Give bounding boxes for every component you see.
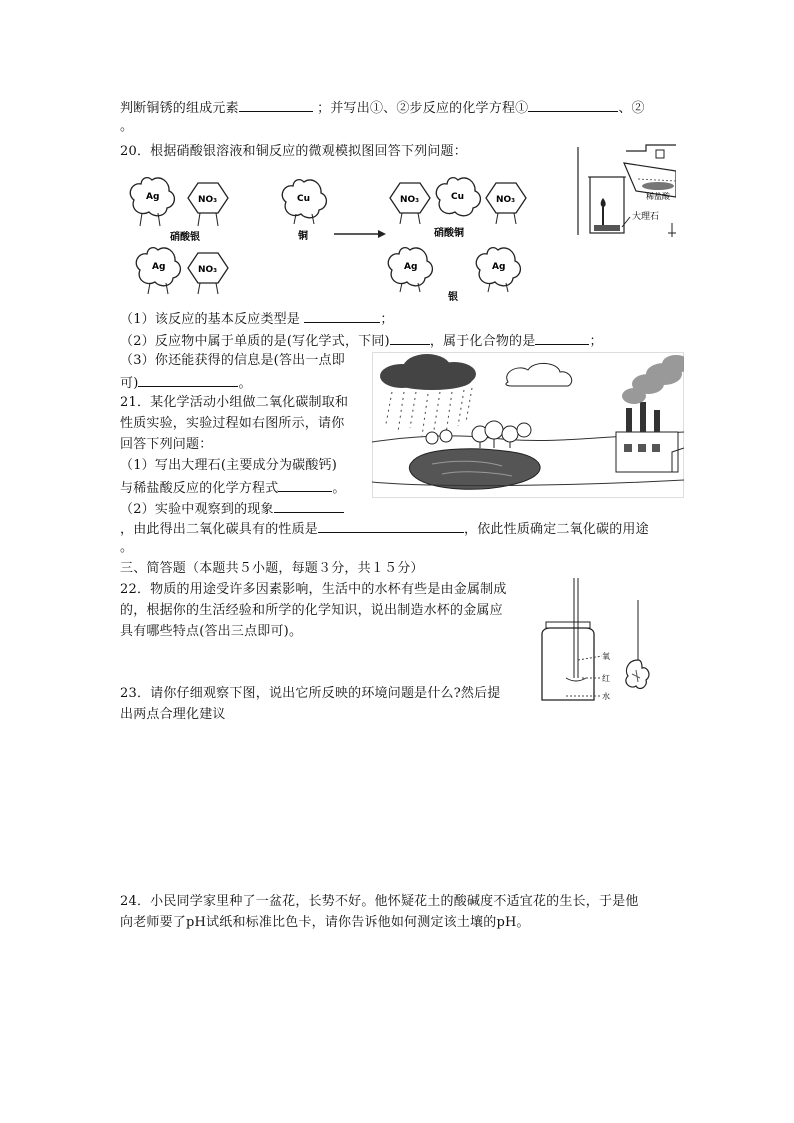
- question-20: [120, 142, 467, 162]
- text: 可): [120, 376, 139, 391]
- text: 23．请你仔细观察下图，说出它所反映的环境问题是什么?然后提: [120, 686, 501, 701]
- question-21-1b: [120, 477, 346, 499]
- text: 出两点合理化建议: [120, 707, 226, 722]
- text: （1）写出大理石(主要成分为碳酸钙): [120, 458, 338, 473]
- gas-bottle-figure: [536, 578, 660, 704]
- question-20-2: [120, 330, 603, 352]
- ag-label: Ag: [152, 262, 166, 272]
- text: ，属于化合物的是: [429, 334, 536, 349]
- question-23-line2: [120, 705, 226, 725]
- text: 21．某化学活动小组做二氧化碳制取和: [120, 395, 349, 410]
- question-21-1a: [120, 456, 337, 476]
- text: 与稀盐酸反应的化学方程式: [120, 481, 279, 496]
- blank: [535, 330, 589, 345]
- blank: [304, 308, 380, 323]
- text: （2）实验中观察到的现象: [120, 502, 274, 517]
- question-21-2: [120, 498, 344, 520]
- text: 、②: [618, 101, 645, 116]
- text: 。: [238, 376, 252, 391]
- text: （2）反应物中属于单质的是(写化学式，下同): [120, 334, 390, 349]
- blank: [390, 330, 430, 345]
- text: 回答下列问题：: [120, 437, 213, 452]
- question-20-3b: [120, 372, 252, 394]
- blank: [274, 498, 344, 513]
- text: （1）该反应的基本反应类型是: [120, 312, 301, 327]
- text: ，由此得出二氧化碳具有的性质是: [120, 522, 319, 537]
- text: 20．根据硝酸银溶液和铜反应的微观模拟图回答下列问题：: [120, 144, 467, 159]
- bottle-label-2: 红: [602, 674, 610, 683]
- silver-nitrate-molecule-2: [136, 248, 228, 294]
- acid-label: 稀盐酸: [646, 192, 670, 201]
- bottle-label-1: 氧: [602, 652, 610, 661]
- marble-label: 大理石: [632, 212, 660, 222]
- blank: [278, 477, 332, 492]
- label-silver-nitrate: 硝酸银: [170, 232, 200, 243]
- ag-label: Ag: [492, 262, 506, 272]
- question-23-line1: [120, 684, 501, 704]
- text: 。: [120, 119, 134, 134]
- blank: [239, 97, 313, 112]
- no3-label: NO₃: [198, 265, 218, 275]
- bottle-label-3: 水: [602, 692, 610, 701]
- silver-nitrate-molecule-1: [130, 178, 228, 226]
- no3-label: NO₃: [400, 195, 420, 205]
- text: 性质实验，实验过程如右图所示，请你: [120, 416, 345, 431]
- question-21-end: [120, 538, 133, 558]
- cu-label: Cu: [451, 192, 465, 202]
- ag-label: Ag: [146, 192, 160, 202]
- text: （3）你还能获得的信息是(答出一点即: [120, 353, 345, 368]
- text: 22．物质的用途受许多因素影响，生活中的水杯有些是由金属制成: [120, 582, 507, 597]
- text: ，依此性质确定二氧化碳的用途: [464, 522, 649, 537]
- text: 24．小民同学家里种了一盆花，长势不好。他怀疑花土的酸碱度不适宜花的生长，于是他: [120, 894, 639, 909]
- blank: [528, 97, 618, 112]
- text: 。: [332, 481, 346, 496]
- label-copper-nitrate: 硝酸铜: [434, 228, 464, 239]
- text: 判断铜锈的组成元素: [120, 101, 239, 116]
- question-24-line2: [120, 913, 530, 933]
- text: 具有哪些特点(答出三点即可)。: [120, 624, 303, 639]
- cu-label: Cu: [297, 194, 311, 204]
- label-silver: 银: [448, 292, 458, 303]
- question-22-line1: [120, 580, 507, 600]
- text: 的，根据你的生活经验和所学的化学知识，说出制造水杯的金属应: [120, 603, 503, 618]
- text: 三、简答题（本题共５小题，每题３分，共１５分）: [120, 561, 424, 576]
- reaction-arrow: [334, 230, 386, 238]
- question-20-1: [120, 308, 394, 330]
- silver-atoms: [388, 248, 520, 292]
- question-21-3: [120, 518, 649, 540]
- label-copper: 铜: [298, 231, 308, 242]
- no3-label: NO₃: [198, 195, 218, 205]
- reaction-diagram: [128, 168, 568, 303]
- question-22-line3: [120, 622, 302, 642]
- no3-label: NO₃: [496, 195, 516, 205]
- line-period: [120, 117, 133, 137]
- ag-label: Ag: [404, 262, 418, 272]
- question-21-line3: [120, 435, 212, 455]
- question-21-line1: [120, 393, 348, 413]
- text: 。: [120, 540, 134, 555]
- line-copper-rust: [120, 97, 645, 119]
- text: ；: [380, 312, 394, 327]
- blank: [318, 518, 464, 533]
- acid-rain-picture: [372, 352, 684, 498]
- text: ；: [589, 334, 603, 349]
- blank: [138, 372, 238, 387]
- co2-apparatus-figure: [576, 143, 676, 239]
- copper-nitrate-molecule: [390, 178, 526, 224]
- section-3-heading: [120, 559, 424, 579]
- question-22-line2: [120, 601, 503, 621]
- question-24-line1: [120, 892, 639, 912]
- question-21-line2: [120, 414, 344, 434]
- text: ；并写出①、②步反应的化学方程①: [317, 101, 529, 116]
- question-20-3a: [120, 351, 345, 371]
- copper-atom: [282, 180, 326, 224]
- text: 向老师要了pH试纸和标准比色卡，请你告诉他如何测定该土壤的pH。: [120, 915, 530, 930]
